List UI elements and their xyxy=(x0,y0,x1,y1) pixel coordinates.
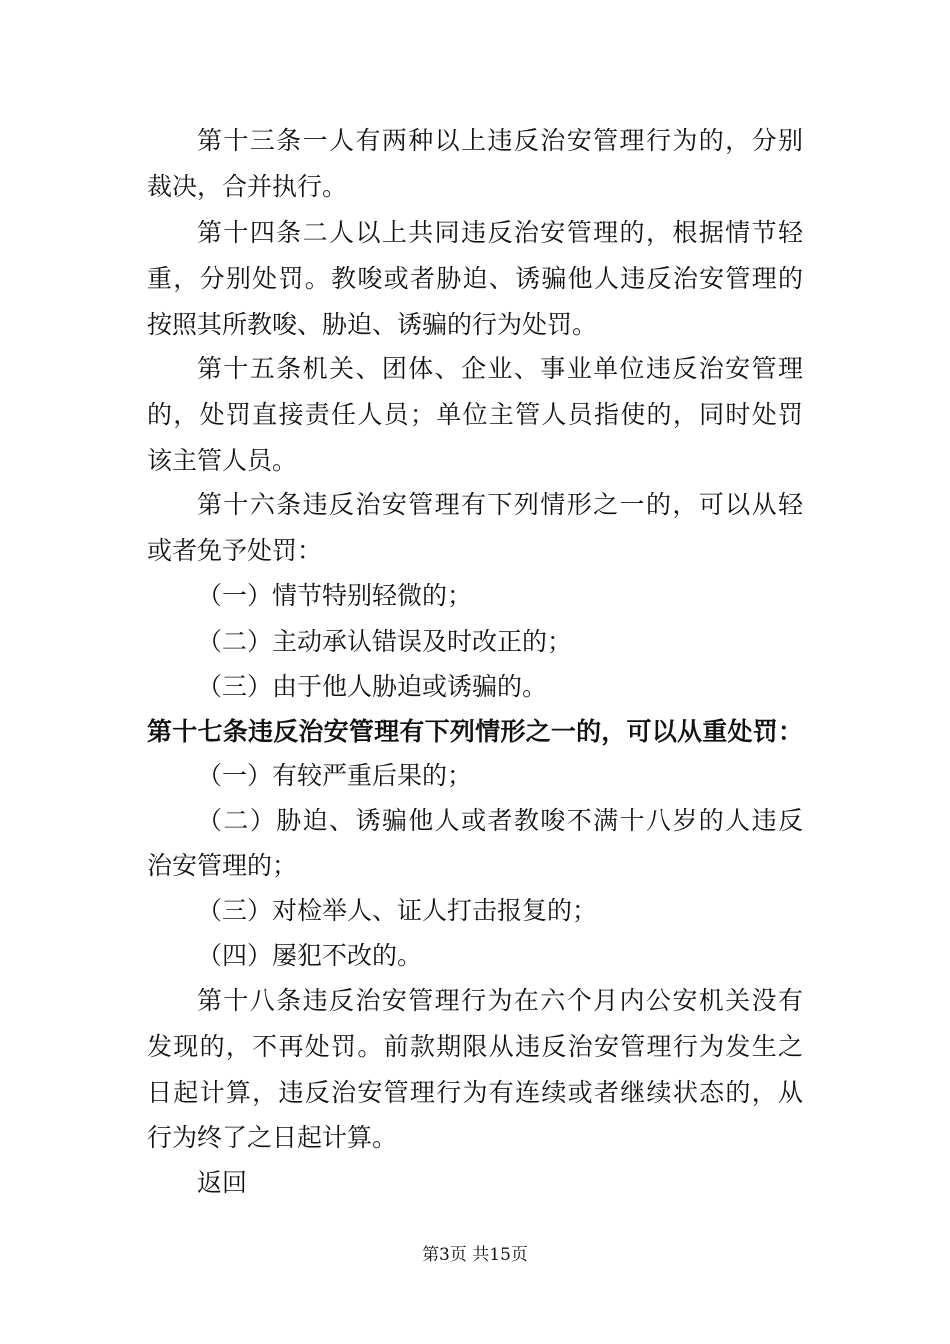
article-17-item-2-line-1: （二）胁迫、诱骗他人或者教唆不满十八岁的人违反 xyxy=(197,806,803,835)
article-13-line-2: 裁决，合并执行。 xyxy=(147,172,348,201)
article-14-line-1: 第十四条二人以上共同违反治安管理的，根据情节轻 xyxy=(197,218,803,247)
article-16-line-2: 或者免予处罚： xyxy=(147,536,323,565)
article-18-line-2: 发现的，不再处罚。前款期限从违反治安管理行为发生之 xyxy=(147,1032,803,1061)
article-16-item-2: （二）主动承认错误及时改正的； xyxy=(197,627,573,656)
article-14-line-3: 按照其所教唆、胁迫、诱骗的行为处罚。 xyxy=(147,310,598,339)
article-18-line-1: 第十八条违反治安管理行为在六个月内公安机关没有 xyxy=(197,986,803,1015)
article-18-line-4: 行为终了之日起计算。 xyxy=(147,1123,398,1152)
article-17-item-2-line-2: 治安管理的； xyxy=(147,851,298,880)
article-17-heading: 第十七条违反治安管理有下列情形之一的，可以从重处罚： xyxy=(147,717,803,746)
article-15-line-3: 该主管人员。 xyxy=(147,446,298,475)
article-16-item-3: （三）由于他人胁迫或诱骗的。 xyxy=(197,672,548,701)
article-15-line-1: 第十五条机关、团体、企业、事业单位违反治安管理 xyxy=(197,354,803,383)
back-link[interactable]: 返回 xyxy=(197,1168,248,1197)
page-number-footer: 第3页 共15页 xyxy=(422,1245,528,1265)
article-13-line-1: 第十三条一人有两种以上违反治安管理行为的，分别 xyxy=(197,126,803,155)
article-17-item-1: （一）有较严重后果的； xyxy=(197,761,473,790)
article-18-line-3: 日起计算，违反治安管理行为有连续或者继续状态的，从 xyxy=(147,1078,803,1107)
article-16-line-1: 第十六条违反治安管理有下列情形之一的，可以从轻 xyxy=(197,490,803,519)
article-17-item-4: （四）屡犯不改的。 xyxy=(197,941,423,970)
article-17-item-3: （三）对检举人、证人打击报复的； xyxy=(197,896,598,925)
article-15-line-2: 的，处罚直接责任人员；单位主管人员指使的，同时处罚 xyxy=(147,400,803,429)
article-14-line-2: 重，分别处罚。教唆或者胁迫、诱骗他人违反治安管理的 xyxy=(147,264,803,293)
article-16-item-1: （一）情节特别轻微的； xyxy=(197,581,473,610)
